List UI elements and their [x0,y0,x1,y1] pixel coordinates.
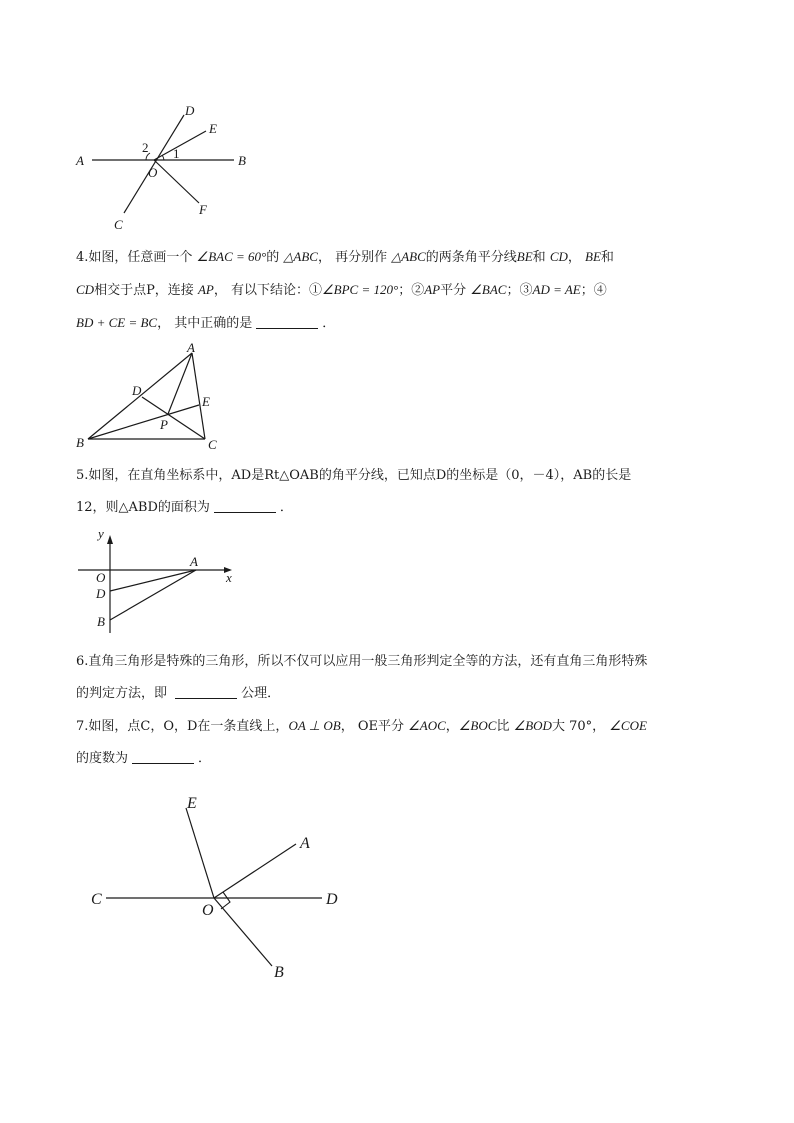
math: △ABC [283,249,318,264]
text: 5.如图，在直角坐标系中，AD是Rt△OAB的角平分线，已知点D的坐标是（0，－4），AB的长是 [76,468,632,483]
label-d: D [132,383,142,398]
math: AD = AE [532,282,581,297]
answer-blank[interactable] [256,314,318,329]
label-e: E [209,121,217,136]
text: ， 其中正确的是 [157,316,253,331]
math: AP [197,282,214,297]
label-c: C [114,217,123,232]
ray-oe [186,808,214,898]
math: CD [76,282,95,297]
figure-q7 [80,785,350,985]
circled-number: ③ [519,283,533,298]
label-a: A [187,340,195,355]
text: 平分 [440,283,471,298]
math: BE [516,249,533,264]
label-e: E [202,394,210,409]
figure-q5 [70,524,240,636]
text: 的两条角平分线 [425,250,517,265]
text: 的判定方法，即 [76,686,172,701]
text: 比 [496,719,514,734]
label-o: O [202,902,214,919]
label-b: B [238,153,246,168]
label-b: B [97,614,105,629]
answer-blank[interactable] [132,749,194,764]
math: BD + CE = BC [76,315,158,330]
math: ∠BPC = 120° [322,282,399,297]
label-b: B [76,435,84,450]
answer-blank[interactable] [214,498,276,513]
label-x: x [226,570,232,585]
text: ． [198,751,212,766]
ray-oe [154,131,206,160]
ray-oa [214,844,296,898]
math: BE [585,249,601,264]
text: ； [398,283,412,298]
text: 相交于点P，连接 [94,283,198,298]
segment-cd [142,397,205,439]
angle-arc-1 [162,155,164,160]
label-d: D [96,586,106,601]
label-a: A [76,153,84,168]
text: ． [322,316,336,331]
label-a: A [300,835,310,852]
math: OA ⊥ OB [288,718,341,733]
text: 6.直角三角形是特殊的三角形，所以不仅可以应用一般三角形判定全等的方法，还有直角三角形特殊 [76,654,648,669]
circled-number: ① [308,283,322,298]
answer-blank[interactable] [175,684,237,699]
label-b: B [274,964,284,981]
question-5 [76,460,726,524]
math: ∠BOD [513,718,552,733]
circled-number: ② [411,283,425,298]
text: 12，则△ABD的面积为 [76,500,210,515]
label-c: C [91,891,102,908]
text: ． [279,500,293,515]
question-7 [76,710,726,775]
question-6 [76,646,726,710]
label-f: F [199,202,207,217]
segment-ab [110,570,196,620]
text: ， 有以下结论： [213,283,309,298]
text: 的 [266,250,284,265]
math: ∠COE [609,718,647,733]
label-o: O [96,570,106,585]
text: 和 [532,250,550,265]
text: 公理． [241,686,281,701]
math: CD [549,249,568,264]
label-y: y [98,526,104,541]
segment-be [88,405,199,439]
math: △ABC [391,249,426,264]
text: ； [580,283,594,298]
label-d: D [326,891,338,908]
text: ， [567,250,586,265]
text: ， [445,719,459,734]
label-d: D [185,103,195,118]
math: AP [424,282,441,297]
ray-of [154,160,199,203]
math: ∠BAC = 60° [196,249,267,264]
segment-ad [110,570,196,591]
y-axis-arrow [107,535,113,544]
text: ， OE平分 [340,719,409,734]
text: 7.如图，点C，O，D在一条直线上， [76,719,289,734]
text: 4.如图，任意画一个 [76,250,197,265]
math: ∠AOC [408,718,446,733]
label-angle-2: 2 [142,140,149,155]
text: 的度数为 [76,751,129,766]
question-4 [76,241,726,340]
text: ； [506,283,520,298]
text: ， 再分别作 [317,250,392,265]
math: ∠BOC [458,718,497,733]
label-o: O [148,165,158,180]
figure-q3 [70,98,260,238]
figure-q4 [70,338,230,456]
right-angle-mark [221,892,230,909]
line-cd [124,115,184,213]
circled-number: ④ [593,283,607,298]
label-e: E [187,795,197,812]
label-a: A [190,554,198,569]
label-c: C [208,437,217,452]
text: 和 [600,250,614,265]
label-angle-1: 1 [173,146,180,161]
label-p: P [160,417,168,432]
math: ∠BAC [470,282,507,297]
text: 大 70°， [551,719,610,734]
